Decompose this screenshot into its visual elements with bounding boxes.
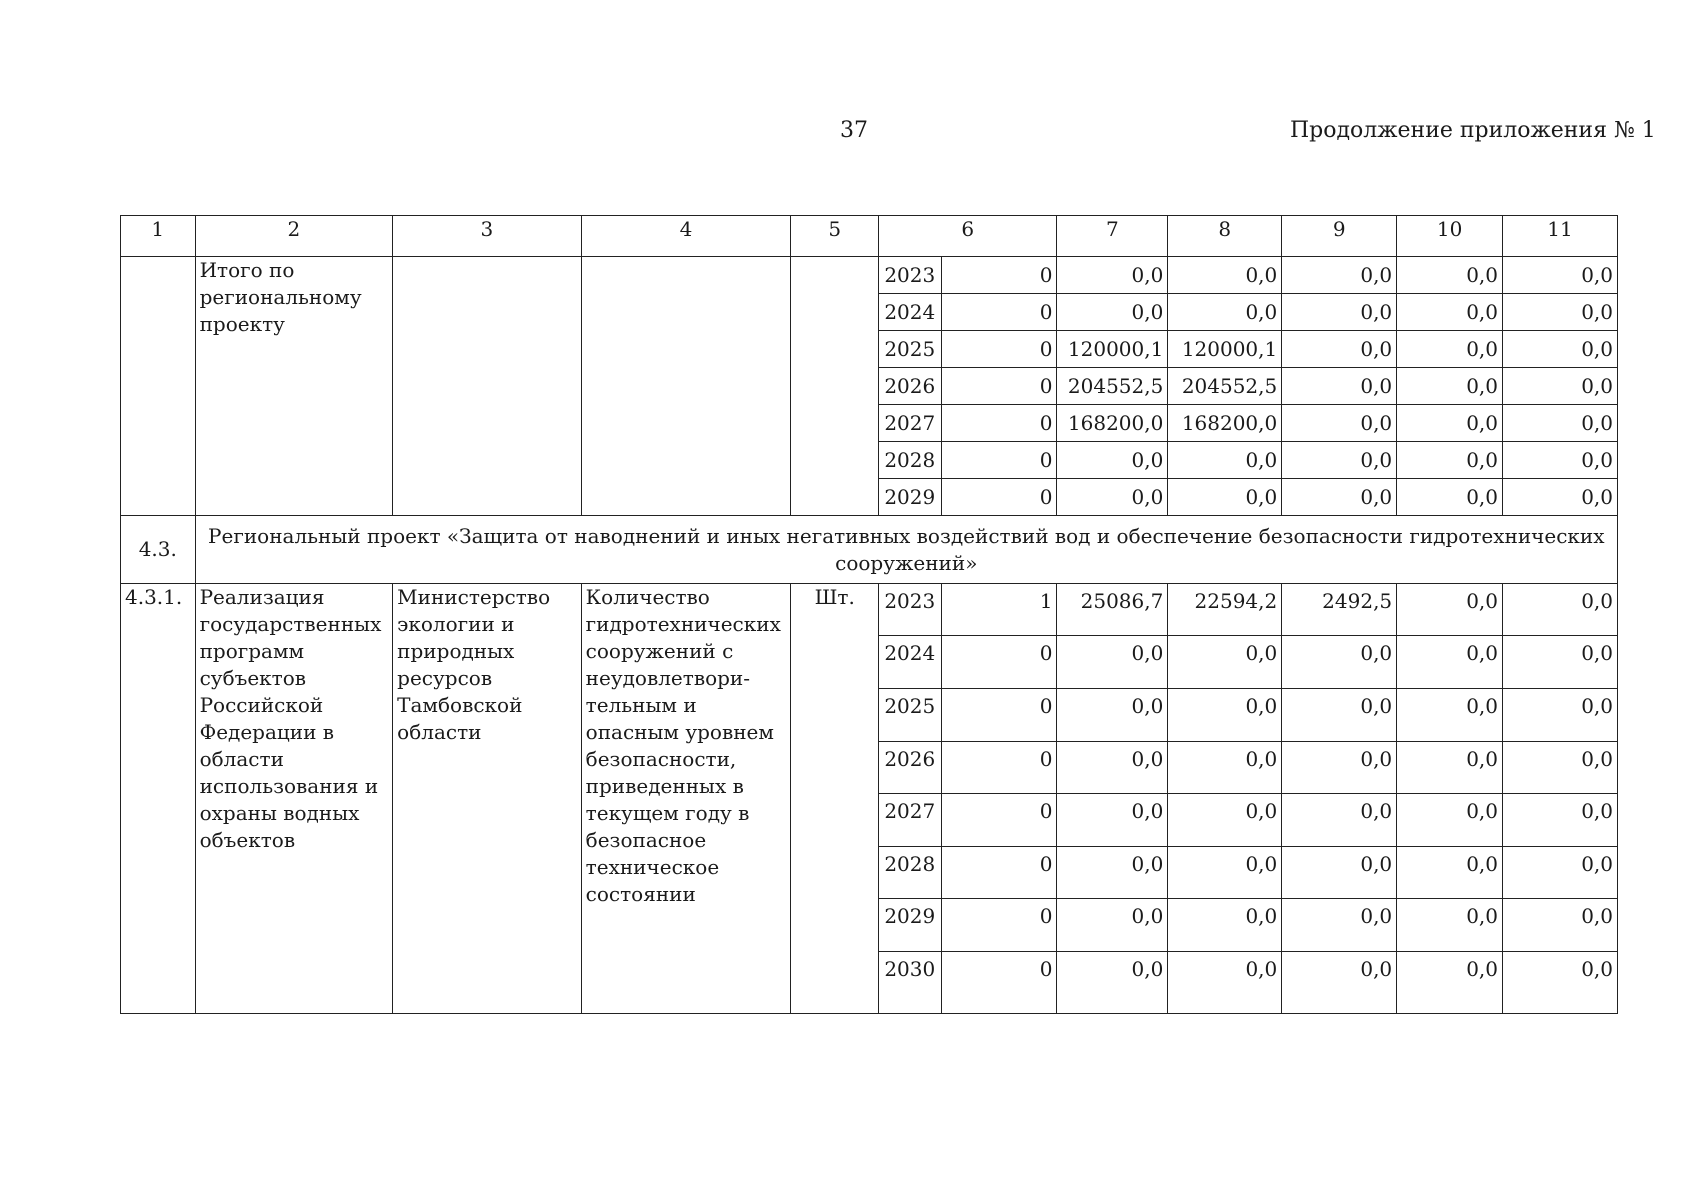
value-cell-c11: 0,0	[1503, 952, 1618, 1014]
value-cell-c7: 0,0	[1057, 294, 1168, 331]
value-cell-c7: 0,0	[1057, 742, 1168, 794]
value-cell-c11: 0,0	[1503, 479, 1618, 516]
value-cell-c11: 0,0	[1503, 794, 1618, 847]
value-cell-c11: 0,0	[1503, 742, 1618, 794]
column-header: 3	[393, 216, 582, 257]
year-cell: 2029	[879, 479, 942, 516]
year-cell: 2029	[879, 899, 942, 952]
value-cell-c10: 0,0	[1397, 952, 1503, 1014]
value-cell-c6: 0	[941, 847, 1057, 899]
column-header: 8	[1168, 216, 1282, 257]
value-cell-c6: 0	[941, 442, 1057, 479]
value-cell-c8: 0,0	[1168, 442, 1282, 479]
value-cell-c6: 0	[941, 479, 1057, 516]
value-cell-c6: 0	[941, 689, 1057, 742]
column-header: 6	[879, 216, 1057, 257]
value-cell-c10: 0,0	[1397, 368, 1503, 405]
empty-cell	[393, 257, 582, 516]
value-cell-c10: 0,0	[1397, 294, 1503, 331]
value-cell-c8: 168200,0	[1168, 405, 1282, 442]
year-cell: 2024	[879, 636, 942, 689]
item-indicator: Количество гидротехнических сооружений с неудовлетвори-тельным и опасным уровнем безопасности, приведенных в текущем году в безопасное техническое состоянии	[581, 584, 791, 1014]
value-cell-c11: 0,0	[1503, 405, 1618, 442]
value-cell-c7: 0,0	[1057, 794, 1168, 847]
section-row	[121, 516, 1618, 584]
column-header: 5	[791, 216, 879, 257]
column-header: 9	[1282, 216, 1397, 257]
column-header: 1	[121, 216, 196, 257]
value-cell-c6: 0	[941, 405, 1057, 442]
value-cell-c9: 0,0	[1282, 479, 1397, 516]
value-cell-c9: 0,0	[1282, 368, 1397, 405]
year-cell: 2027	[879, 794, 942, 847]
value-cell-c10: 0,0	[1397, 899, 1503, 952]
value-cell-c6: 0	[941, 294, 1057, 331]
value-cell-c6: 0	[941, 257, 1057, 294]
value-cell-c6: 0	[941, 794, 1057, 847]
item-name: Реализация государственных программ субъектов Российской Федерации в области использования и охраны водных объектов	[195, 584, 393, 1014]
value-cell-c8: 120000,1	[1168, 331, 1282, 368]
value-cell-c10: 0,0	[1397, 442, 1503, 479]
page-number: 37	[840, 118, 868, 143]
value-cell-c11: 0,0	[1503, 331, 1618, 368]
year-cell: 2026	[879, 368, 942, 405]
value-cell-c9: 2492,5	[1282, 584, 1397, 636]
value-cell-c9: 0,0	[1282, 331, 1397, 368]
value-cell-c9: 0,0	[1282, 636, 1397, 689]
value-cell-c10: 0,0	[1397, 689, 1503, 742]
column-header-row	[121, 216, 1618, 257]
value-cell-c8: 22594,2	[1168, 584, 1282, 636]
year-cell: 2023	[879, 584, 942, 636]
value-cell-c10: 0,0	[1397, 794, 1503, 847]
column-header: 11	[1503, 216, 1618, 257]
year-cell: 2027	[879, 405, 942, 442]
value-cell-c10: 0,0	[1397, 479, 1503, 516]
value-cell-c7: 25086,7	[1057, 584, 1168, 636]
value-cell-c8: 204552,5	[1168, 368, 1282, 405]
empty-cell	[581, 257, 791, 516]
value-cell-c10: 0,0	[1397, 742, 1503, 794]
section-id: 4.3.	[121, 516, 196, 584]
value-cell-c8: 0,0	[1168, 636, 1282, 689]
value-cell-c10: 0,0	[1397, 405, 1503, 442]
value-cell-c10: 0,0	[1397, 636, 1503, 689]
column-header: 2	[195, 216, 393, 257]
value-cell-c11: 0,0	[1503, 442, 1618, 479]
value-cell-c9: 0,0	[1282, 257, 1397, 294]
empty-cell	[791, 257, 879, 516]
value-cell-c6: 1	[941, 584, 1057, 636]
value-cell-c8: 0,0	[1168, 689, 1282, 742]
value-cell-c7: 0,0	[1057, 257, 1168, 294]
value-cell-c11: 0,0	[1503, 257, 1618, 294]
value-cell-c8: 0,0	[1168, 742, 1282, 794]
value-cell-c6: 0	[941, 952, 1057, 1014]
table-row	[121, 257, 1618, 294]
year-cell: 2026	[879, 742, 942, 794]
empty-cell	[121, 257, 196, 516]
value-cell-c7: 204552,5	[1057, 368, 1168, 405]
value-cell-c10: 0,0	[1397, 257, 1503, 294]
item-unit: Шт.	[791, 584, 879, 1014]
value-cell-c6: 0	[941, 331, 1057, 368]
value-cell-c9: 0,0	[1282, 794, 1397, 847]
column-header: 7	[1057, 216, 1168, 257]
value-cell-c11: 0,0	[1503, 584, 1618, 636]
value-cell-c7: 0,0	[1057, 899, 1168, 952]
value-cell-c7: 120000,1	[1057, 331, 1168, 368]
year-cell: 2030	[879, 952, 942, 1014]
value-cell-c9: 0,0	[1282, 405, 1397, 442]
value-cell-c11: 0,0	[1503, 847, 1618, 899]
value-cell-c7: 168200,0	[1057, 405, 1168, 442]
value-cell-c10: 0,0	[1397, 847, 1503, 899]
section-title: Региональный проект «Защита от наводнений и иных негативных воздействий вод и обеспечение безопасности гидротехнических сооружений»	[195, 516, 1617, 584]
value-cell-c7: 0,0	[1057, 952, 1168, 1014]
value-cell-c9: 0,0	[1282, 689, 1397, 742]
value-cell-c10: 0,0	[1397, 584, 1503, 636]
item-id: 4.3.1.	[121, 584, 196, 1014]
value-cell-c11: 0,0	[1503, 689, 1618, 742]
value-cell-c7: 0,0	[1057, 442, 1168, 479]
value-cell-c9: 0,0	[1282, 952, 1397, 1014]
value-cell-c6: 0	[941, 899, 1057, 952]
column-header: 10	[1397, 216, 1503, 257]
year-cell: 2028	[879, 442, 942, 479]
value-cell-c7: 0,0	[1057, 847, 1168, 899]
value-cell-c6: 0	[941, 742, 1057, 794]
year-cell: 2025	[879, 331, 942, 368]
value-cell-c9: 0,0	[1282, 899, 1397, 952]
continuation-label: Продолжение приложения № 1	[1290, 118, 1656, 143]
value-cell-c7: 0,0	[1057, 479, 1168, 516]
value-cell-c9: 0,0	[1282, 294, 1397, 331]
value-cell-c8: 0,0	[1168, 479, 1282, 516]
value-cell-c8: 0,0	[1168, 794, 1282, 847]
value-cell-c8: 0,0	[1168, 257, 1282, 294]
value-cell-c11: 0,0	[1503, 636, 1618, 689]
value-cell-c8: 0,0	[1168, 294, 1282, 331]
year-cell: 2025	[879, 689, 942, 742]
value-cell-c7: 0,0	[1057, 689, 1168, 742]
year-cell: 2024	[879, 294, 942, 331]
value-cell-c8: 0,0	[1168, 847, 1282, 899]
budget-table	[120, 215, 1618, 1014]
table-row	[121, 584, 1618, 636]
value-cell-c11: 0,0	[1503, 294, 1618, 331]
value-cell-c8: 0,0	[1168, 952, 1282, 1014]
value-cell-c9: 0,0	[1282, 442, 1397, 479]
value-cell-c8: 0,0	[1168, 899, 1282, 952]
column-header: 4	[581, 216, 791, 257]
value-cell-c9: 0,0	[1282, 742, 1397, 794]
item-block	[121, 584, 1618, 1014]
year-cell: 2028	[879, 847, 942, 899]
value-cell-c9: 0,0	[1282, 847, 1397, 899]
year-cell: 2023	[879, 257, 942, 294]
total-block	[121, 257, 1618, 516]
total-label: Итого по региональному проекту	[195, 257, 393, 516]
value-cell-c6: 0	[941, 368, 1057, 405]
value-cell-c7: 0,0	[1057, 636, 1168, 689]
item-responsible: Министерство экологии и природных ресурсов Тамбовской области	[393, 584, 582, 1014]
value-cell-c11: 0,0	[1503, 899, 1618, 952]
value-cell-c10: 0,0	[1397, 331, 1503, 368]
value-cell-c11: 0,0	[1503, 368, 1618, 405]
value-cell-c6: 0	[941, 636, 1057, 689]
